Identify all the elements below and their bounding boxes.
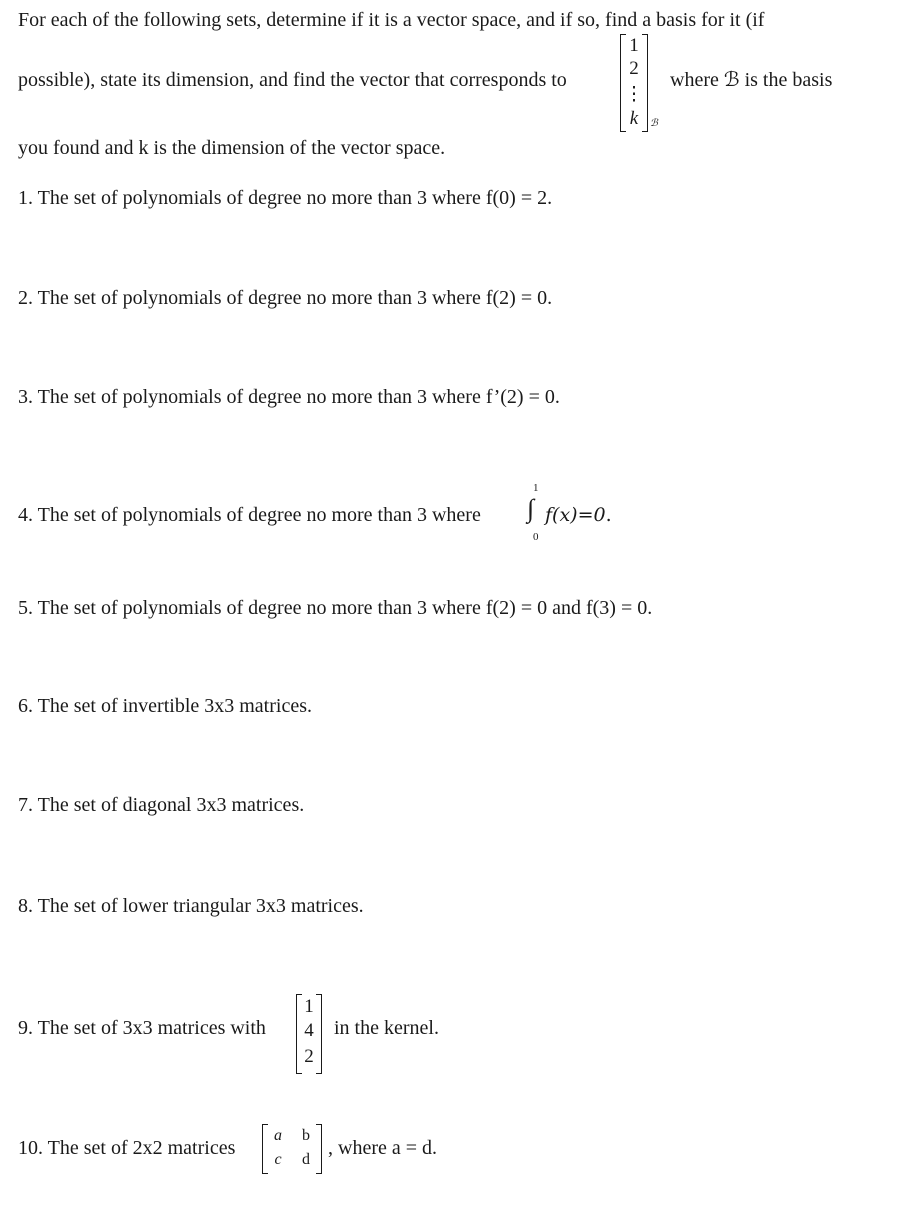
intro-line-1: For each of the following sets, determine if it is a vector space, and if so, find a basis for it (if bbox=[18, 9, 765, 31]
basis-coordinate-vector bbox=[620, 34, 650, 132]
item-2: 2. The set of polynomials of degree no more than 3 where f(2) = 0. bbox=[18, 287, 553, 309]
item-10: 10. The set of 2x2 matrices bbox=[18, 1137, 236, 1159]
matrix-entry-d: d bbox=[302, 1151, 310, 1168]
integral-lower-limit: 0 bbox=[533, 531, 539, 543]
item-5: 5. The set of polynomials of degree no more than 3 where f(2) = 0 and f(3) = 0. bbox=[18, 597, 653, 619]
item-10-after: , where a = d. bbox=[328, 1137, 438, 1159]
kernel-entry-2: 4 bbox=[304, 1020, 314, 1041]
intro-line-3: you found and k is the dimension of the vector space. bbox=[18, 137, 446, 159]
item-1: 1. The set of polynomials of degree no more than 3 where f(0) = 2. bbox=[18, 187, 553, 209]
kernel-vector bbox=[296, 994, 326, 1074]
item-9: 9. The set of 3x3 matrices with bbox=[18, 1017, 266, 1039]
matrix-entry-a: a bbox=[274, 1127, 282, 1144]
vector-entry-2: 2 bbox=[629, 58, 639, 79]
matrix-2x2 bbox=[262, 1124, 324, 1174]
item-9-after: in the kernel. bbox=[334, 1017, 439, 1039]
integral-sign: ∫ bbox=[527, 494, 535, 523]
matrix-entry-c: c bbox=[274, 1151, 282, 1168]
item-3: 3. The set of polynomials of degree no more than 3 where f’(2) = 0. bbox=[18, 386, 560, 408]
item-8: 8. The set of lower triangular 3x3 matrices. bbox=[18, 895, 364, 917]
kernel-entry-3: 2 bbox=[304, 1046, 314, 1067]
matrix-entry-b: b bbox=[302, 1127, 310, 1144]
item-4: 4. The set of polynomials of degree no more than 3 where bbox=[18, 504, 481, 526]
item-6: 6. The set of invertible 3x3 matrices. bbox=[18, 695, 312, 717]
kernel-entry-1: 1 bbox=[304, 996, 314, 1017]
integral-end: . bbox=[605, 504, 612, 526]
basis-subscript: ℬ bbox=[650, 118, 658, 129]
integral-upper-limit: 1 bbox=[533, 482, 539, 494]
vector-entry-1: 1 bbox=[629, 35, 639, 56]
intro-line-2 bbox=[18, 68, 567, 92]
item-7: 7. The set of diagonal 3x3 matrices. bbox=[18, 794, 305, 816]
integral-expr: f(x)=0 bbox=[545, 504, 606, 526]
intro-line-2-after: where ℬ is the basis bbox=[670, 69, 833, 91]
intro-line-2-before: possible), state its dimension, and find the vector that corresponds to bbox=[18, 69, 567, 91]
integral-expression bbox=[545, 503, 612, 527]
vector-entry-dots: ⋮ bbox=[624, 84, 644, 105]
matrix-right-bracket bbox=[316, 1124, 322, 1174]
vector-entry-k: k bbox=[629, 108, 639, 129]
